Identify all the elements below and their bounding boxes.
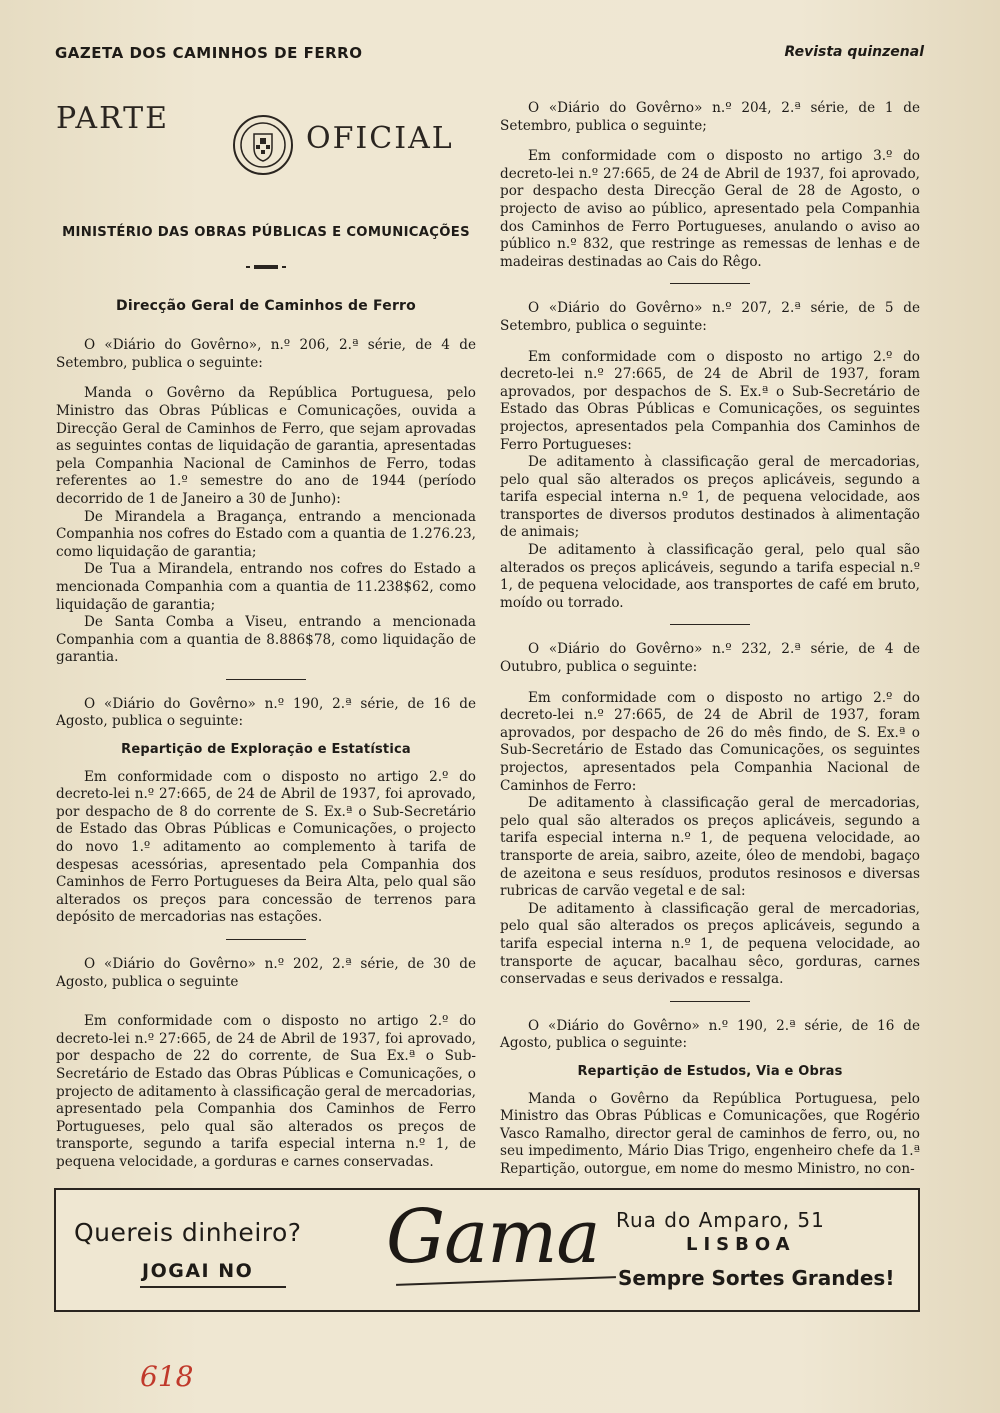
paragraph: Em conformidade com o disposto no artigo 2.º do decreto-lei n.º 27:665, de 24 de Abril de 1937, foi aprovado, por despacho de 8 do corrente de S. Ex.ª o Sub-Secretário de Estado das Obras Públicas e Comunicações, o projecto do novo 1.º aditamento ao complemento à tarifa de despesas acessórias, apresentado pela Companhia dos Caminhos de Ferro Portugueses da Beira Alta, pelo qual são alterados os preços para concessão de terrenos para depósito de mercadorias nas estações. <box>56 768 476 926</box>
paragraph: O «Diário do Govêrno» n.º 204, 2.ª série, de 1 de Setembro, publica o seguinte; <box>500 100 920 134</box>
ad-brand-logo: Gama <box>386 1194 600 1280</box>
paragraph: Em conformidade com o disposto no artigo 2.º do decreto-lei n.º 27:665, de 24 de Abril de 1937, foram aprovados, por despacho de 26 do mês findo, de S. Ex.ª o Sub-Secretário de Estado das Comunicações, os seguintes projectos, apresentados pela Companhia Nacional de Caminhos de Ferro: <box>500 689 920 794</box>
paragraph: Em conformidade com o disposto no artigo 2.º do decreto-lei n.º 27:665, de 24 de Abril de 1937, foram aprovados, por despachos de S. Ex.ª o Sub-Secretário de Estado das Obras Públicas e Comunicações, os seguintes projectos, apresentados pela Companhia dos Caminhos de Ferro Portugueses: <box>500 348 920 453</box>
ad-slogan: Sempre Sortes Grandes! <box>618 1266 895 1290</box>
paragraph: Manda o Govêrno da República Portuguesa, pelo Ministro das Obras Públicas e Comunicações, que Rogério Vasco Ramalho, director geral de caminhos de ferro, ou, no seu impedimento, Mário Dias Trigo, engenheiro chefe da 1.ª Repartição, outorgue, em nome do mesmo Ministro, no con- <box>500 1090 920 1177</box>
divider-rule <box>670 624 750 625</box>
paragraph: De aditamento à classificação geral de mercadorias, pelo qual são alterados os preços aplicáveis, segundo a tarifa especial interna n.º 1, de pequena velocidade, aos transportes de diversos produtos destinados à alimentação de animais; <box>500 454 920 541</box>
paragraph: Em conformidade com o disposto no artigo 2.º do decreto-lei n.º 27:665, de 24 de Abril de 1937, foi aprovado, por despacho de 22 do corrente, de Sua Ex.ª o Sub-Secretário de Estado das Obras Públicas e Comunicações, o projecto de aditamento à classificação geral de mercadorias, apresentado pela Companhia dos Caminhos de Ferro Portugueses, pelo qual são alterados os preços de transporte, segundo a tarifa especial interna n.º 1, de pequena velocidade, a gorduras e carnes conservadas. <box>56 1013 476 1170</box>
periodicity: Revista quinzenal <box>784 44 924 60</box>
subhead: Repartição de Exploração e Estatística <box>121 742 411 758</box>
paragraph: De Tua a Mirandela, entrando nos cofres do Estado a mencionada Companhia com a quantia de 11.238$62, como liquidação de garantia; <box>56 561 476 613</box>
paragraph: De aditamento à classificação geral de mercadorias, pelo qual são alterados os preços aplicáveis, segundo a tarifa especial interna n.º 1, de pequena velocidade, ao transporte de açucar, bacalhau sêco, gorduras, carnes conservadas e seus derivados e ressalga. <box>500 900 920 988</box>
masthead-word-parte: PARTE <box>56 101 170 136</box>
divider-rule <box>670 283 750 284</box>
section-title: Direcção Geral de Caminhos de Ferro <box>116 297 416 314</box>
paragraph: De aditamento à classificação geral de mercadorias, pelo qual são alterados os preços aplicáveis, segundo a tarifa especial interna n.º 1, de pequena velocidade, ao transporte de areia, saibro, azeite, óleo de mendobi, bagaço de azeitona e seus resíduos, produtos resinosos e diversas rubricas de carvão vegetal e de sal: <box>500 795 920 900</box>
subhead: Repartição de Estudos, Via e Obras <box>577 1063 843 1079</box>
paragraph: O «Diário do Govêrno», n.º 206, 2.ª série, de 4 de Setembro, publica o seguinte: <box>56 337 476 371</box>
ad-question: Quereis dinheiro? <box>74 1218 302 1247</box>
advertisement <box>54 1188 920 1312</box>
paragraph: O «Diário do Govêrno» n.º 190, 2.ª série, de 16 de Agosto, publica o seguinte: <box>56 695 476 730</box>
paragraph: O «Diário do Govêrno» n.º 190, 2.ª série, de 16 de Agosto, publica o seguinte: <box>500 1017 920 1052</box>
divider-rule <box>226 939 306 940</box>
divider-rule <box>670 1001 750 1002</box>
ad-city: LISBOA <box>686 1234 796 1255</box>
paragraph: O «Diário do Govêrno» n.º 202, 2.ª série, de 30 de Agosto, publica o seguinte <box>56 956 476 990</box>
ad-address: Rua do Amparo, 51 <box>616 1208 825 1232</box>
ad-call-to-action: JOGAI NO <box>142 1260 254 1282</box>
page-number: 618 <box>140 1360 194 1393</box>
paragraph: De Mirandela a Bragança, entrando a mencionada Companhia nos cofres do Estado com a quantia de 1.276.23, como liquidação de garantia; <box>56 508 476 560</box>
right-column <box>500 100 920 1178</box>
paragraph: De Santa Comba a Viseu, entrando a mencionada Companhia com a quantia de 8.886$78, como liquidação de garantia. <box>56 614 476 666</box>
coat-of-arms-icon <box>232 114 294 176</box>
paragraph: O «Diário do Govêrno» n.º 232, 2.ª série, de 4 de Outubro, publica o seguinte: <box>500 641 920 676</box>
ornament-icon <box>246 262 286 272</box>
paragraph: O «Diário do Govêrno» n.º 207, 2.ª série, de 5 de Setembro, publica o seguinte: <box>500 300 920 334</box>
ornament-divider <box>56 260 476 274</box>
paragraph: De aditamento à classificação geral, pelo qual são alterados os preços aplicáveis, segundo a tarifa especial n.º 1, de pequena velocidade, aos transportes de café em bruto, moído ou torrado. <box>500 542 920 611</box>
paragraph: Manda o Govêrno da República Portuguesa, pelo Ministro das Obras Públicas e Comunicações, ouvida a Direcção Geral de Caminhos de Ferro, que sejam aprovadas as seguintes contas de liquidação de garantia, apresentadas pela Companhia Nacional de Caminhos de Ferro, todas referentes ao 1.º semestre do ano de 1944 (período decorrido de 1 de Janeiro a 30 de Junho): <box>56 385 476 507</box>
ministry-title: MINISTÉRIO DAS OBRAS PÚBLICAS E COMUNICAÇÕES <box>62 225 470 240</box>
running-head <box>55 44 924 66</box>
left-column <box>56 100 476 1172</box>
ad-underline <box>140 1286 286 1288</box>
paragraph: Em conformidade com o disposto no artigo 3.º do decreto-lei n.º 27:665, de 24 de Abril de 1937, foi aprovado, por despacho desta Direcção Geral de 28 de Agosto, o projecto de aviso ao público, apresentado pela Companhia dos Caminhos de Ferro Portugueses, anulando o aviso ao público n.º 832, que restringe as remessas de lenhas e de madeiras destinadas ao Cais do Rêgo. <box>500 148 920 270</box>
divider-rule <box>226 679 306 680</box>
masthead-word-oficial: OFICIAL <box>306 121 454 156</box>
masthead <box>56 100 476 222</box>
journal-title: GAZETA DOS CAMINHOS DE FERRO <box>55 44 363 62</box>
